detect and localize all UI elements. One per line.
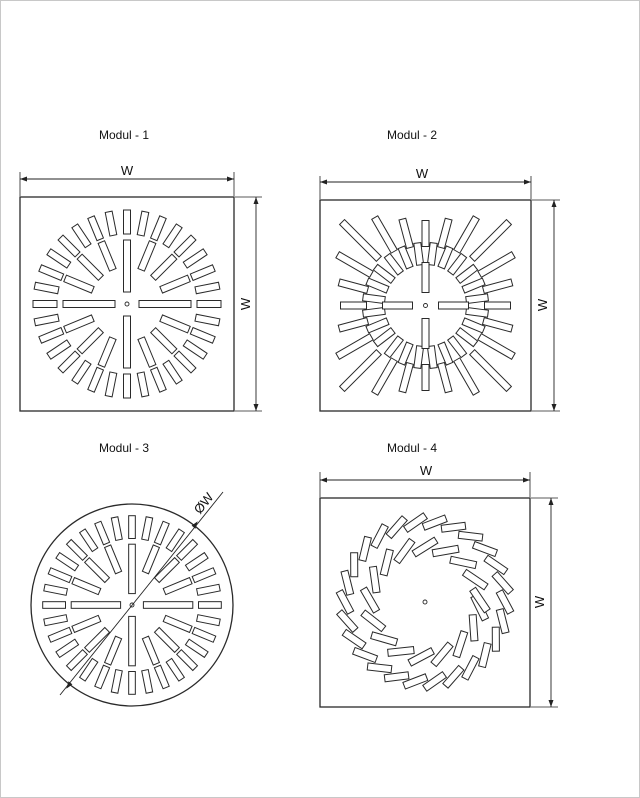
modul-1-width-label: W xyxy=(120,163,134,178)
slot xyxy=(197,301,221,308)
modul-4-height-dimension xyxy=(531,498,558,707)
modul-1-title: Modul - 1 xyxy=(98,128,150,142)
slot xyxy=(422,263,429,293)
slot xyxy=(139,301,191,308)
slot xyxy=(469,615,478,641)
slot xyxy=(439,302,469,309)
slot xyxy=(199,602,222,609)
modul-2-height-dimension xyxy=(532,200,560,411)
slot xyxy=(124,240,131,292)
slot xyxy=(124,210,131,234)
modul-2-center-hole xyxy=(424,304,428,308)
slot xyxy=(129,672,136,695)
slot xyxy=(63,301,115,308)
slot xyxy=(422,221,429,247)
modul-1-center-hole xyxy=(125,302,129,306)
slot xyxy=(485,302,511,309)
slot xyxy=(129,516,136,539)
slot xyxy=(422,319,429,349)
slot xyxy=(351,553,358,577)
modul-4-center-hole xyxy=(423,600,427,604)
modul-3-diameter-label: ØW xyxy=(190,489,217,517)
modul-4 xyxy=(320,441,558,707)
slot xyxy=(422,365,429,391)
modul-2 xyxy=(320,128,560,411)
modul-4-width-dimension xyxy=(320,463,530,497)
modul-3 xyxy=(31,441,233,706)
slot xyxy=(129,616,136,665)
slot xyxy=(383,302,413,309)
modul-2-height-label: W xyxy=(535,298,550,312)
slot xyxy=(124,316,131,368)
modul-2-title: Modul - 2 xyxy=(386,128,438,142)
modul-1-width-dimension xyxy=(20,163,234,196)
modul-1-height-dimension xyxy=(235,197,262,411)
slot xyxy=(33,301,57,308)
modul-4-height-label: W xyxy=(532,595,547,609)
slot xyxy=(129,544,136,593)
modul-2-width-label: W xyxy=(415,166,429,181)
modul-1 xyxy=(20,128,262,411)
modul-1-height-label: W xyxy=(238,297,253,311)
modul-4-width-label: W xyxy=(419,463,433,478)
modul-3-title: Modul - 3 xyxy=(98,441,150,455)
slot xyxy=(492,627,499,651)
slot xyxy=(124,374,131,398)
slot xyxy=(341,302,367,309)
slot xyxy=(71,602,120,609)
slot xyxy=(143,602,192,609)
modul-4-title: Modul - 4 xyxy=(386,441,438,455)
slot xyxy=(43,602,66,609)
modul-2-width-dimension xyxy=(320,166,531,199)
